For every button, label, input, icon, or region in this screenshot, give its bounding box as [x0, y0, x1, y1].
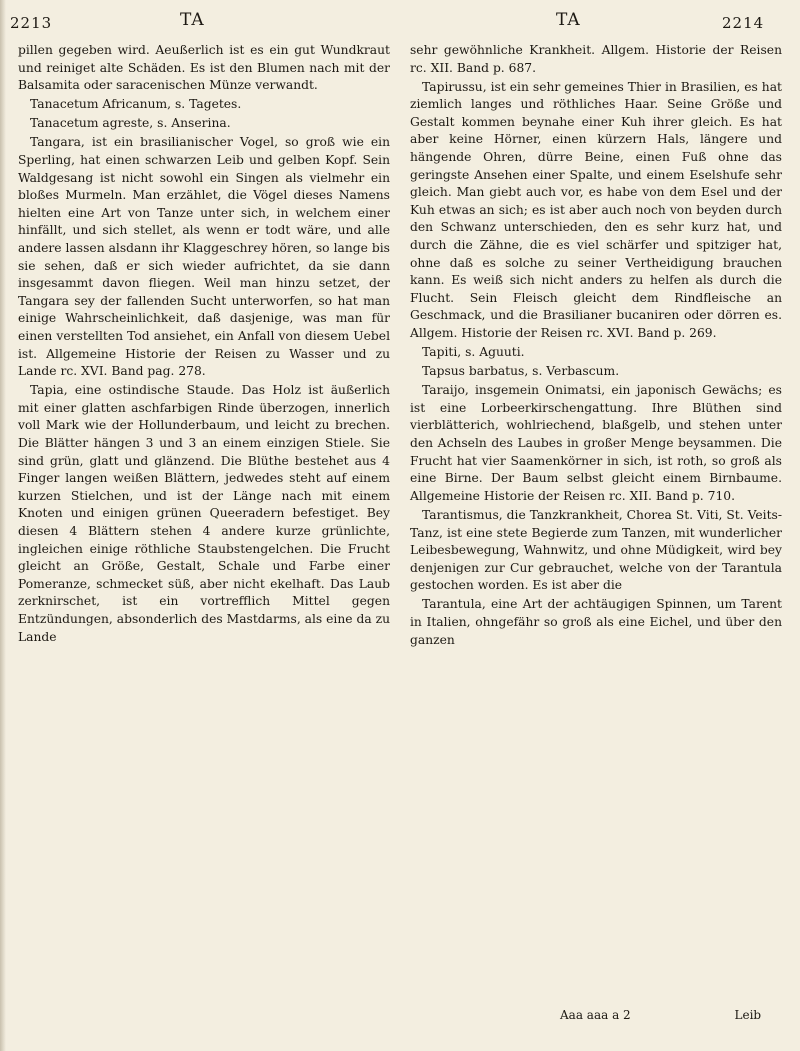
entry-paragraph: Tapiti, s. Aguuti.: [422, 345, 525, 360]
running-title-left: TA: [180, 10, 205, 30]
entry-paragraph: Tanacetum agreste, s. Anserina.: [30, 116, 231, 131]
running-title-right: TA: [556, 10, 581, 30]
entry-paragraph: sehr gewöhnliche Krankheit. Allgem. Historie der Reisen rc. XII. Band p. 687.: [410, 43, 782, 75]
right-column: [410, 42, 782, 651]
entry-paragraph: Tapia, eine ostindische Staude. Das Holz ist äußerlich mit einer glatten aschfarbigen Rinde überzogen, innerlich voll Mark wie der Hollunderbaum, und leicht zu brechen. Die Blätter hängen 3 und 3 an einem einzigen Stiele. Sie sind grün, glatt und glänzend. Die Blüthe bestehet aus 4 Finger langen weißen Blättern, jedwedes steht auf einem kurzen Stielchen, und ist der Länge nach mit einem Knoten und einigen grünen Queeradern befestiget. Bey diesen 4 Blättern stehen 4 andere kurze grünlichte, ingleichen einige röthliche Staubstengelchen. Die Frucht gleicht an Größe, Gestalt, Schale und Farbe einer Pomeranze, schmecket süß, aber nicht ekelhaft. Das Laub zerknirschet, ist ein vortrefflich Mittel gegen Entzündungen, absonderlich des Mastdarms, als eine da zu Lande: [18, 383, 390, 644]
entry-paragraph: Tarantismus, die Tanzkrankheit, Chorea St. Viti, St. Veits-Tanz, ist eine stete Begierde zum Tanzen, mit wunderlicher Leibesbewegung, Wahnwitz, und ohne Müdigkeit, wird bey denjenigen zur Cur gebrauchet, welche von der Tarantula gestochen worden. Es ist aber die: [410, 507, 782, 593]
entry-paragraph: Tapsus barbatus, s. Verbascum.: [422, 364, 620, 379]
catchword: Leib: [734, 1008, 762, 1022]
entry-paragraph: Tangara, ist ein brasilianischer Vogel, so groß wie ein Sperling, hat einen schwarzen Leib und gelben Kopf. Sein Waldgesang ist nicht sowohl ein Singen als vielmehr ein bloßes Murmeln. Man erzählet, die Vögel dieses Namens hielten eine Art von Tanze unter sich, in welchem einer hinfällt, und sich stellet, als wenn er todt wäre, und alle andere lassen alsdann ihr Klaggeschrey hören, so lange bis sie sehen, daß er sich wieder aufrichtet, da sie dann insgesammt davon fliegen. Weil man hinzu setzet, der Tangara sey der fallenden Sucht unterworfen, so hat man einige Wahrscheinlichkeit, daß dasjenige, was man für einen verstellten Tod ansiehet, ein Anfall von diesem Uebel ist. Allgemeine Historie der Reisen zu Wasser und zu Lande rc. XVI. Band pag. 278.: [18, 135, 390, 379]
page-binding-shadow: [0, 0, 6, 1051]
page-header: [0, 4, 800, 38]
page-number-left: 2213: [10, 14, 53, 32]
entry-paragraph: Taraijo, insgemein Onimatsi, ein japonisch Gewächs; es ist eine Lorbeerkirschengattung. Ihre Blüthen sind vierblätterich, wohlriechend, blaßgelb, und stehen unter den Achseln des Laubes in großer Menge beysammen. Die Frucht hat vier Saamenkörner in sich, ist roth, so groß als eine Birne. Der Baum selbst gleicht einem Birnbaume. Allgemeine Historie der Reisen rc. XII. Band p. 710.: [410, 383, 782, 503]
left-column: [18, 42, 390, 648]
signature-mark: Aaa aaa a 2: [560, 1008, 631, 1022]
entry-paragraph: Tanacetum Africanum, s. Tagetes.: [30, 97, 242, 112]
page-number-right: 2214: [722, 14, 765, 32]
entry-paragraph: pillen gegeben wird. Aeußerlich ist es ein gut Wundkraut und reiniget alte Schäden. Es ist den Blumen nach mit der Balsamita oder saracenischen Münze verwandt.: [18, 43, 390, 93]
entry-paragraph: Tarantula, eine Art der achtäugigen Spinnen, um Tarent in Italien, ohngefähr so groß als eine Eichel, und über den ganzen: [410, 597, 782, 647]
page-footer: [560, 1008, 761, 1022]
entry-paragraph: Tapirussu, ist ein sehr gemeines Thier in Brasilien, es hat ziemlich langes und röthliches Haar. Seine Größe und Gestalt kommen beynahe einer Kuh ihrer gleich. Es hat aber keine Hörner, einen kürzern Hals, längere und hängende Ohren, dürre Beine, einen Fuß ohne das geringste Ansehen einer Spalte, und einem Eselshufe sehr gleich. Man giebt auch vor, es habe von dem Esel und der Kuh etwas an sich; es ist aber auch noch von beyden durch den Schwanz unterschieden, den es sehr kurz hat, und durch die Zähne, die es viel schärfer und spitziger hat, ohne daß es solche zu seiner Vertheidigung brauchen kann. Es weiß sich nicht anders zu helfen als durch die Flucht. Sein Fleisch gleicht dem Rindfleische an Geschmack, und die Brasilianer bucaniren oder dörren es. Allgem. Historie der Reisen rc. XVI. Band p. 269.: [410, 79, 782, 340]
